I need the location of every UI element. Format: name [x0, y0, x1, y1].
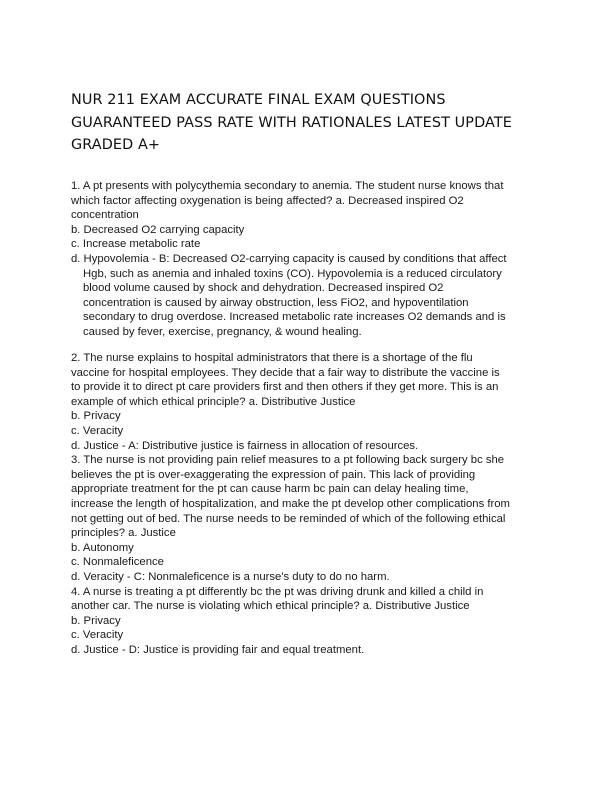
questions-2-4-block	[71, 351, 546, 657]
question-stem-line: concentration	[71, 209, 139, 222]
title-line: NUR 211 EXAM ACCURATE FINAL EXAM QUESTIONS	[71, 92, 446, 108]
answer-option: c. Veracity	[71, 424, 124, 437]
rationale-line: caused by fever, exercise, pregnancy, & wound healing.	[83, 325, 362, 338]
answer-option: c. Increase metabolic rate	[71, 238, 201, 251]
question-stem-line: principles? a. Justice	[71, 527, 176, 540]
question-stem-line: to provide it to direct pt care providers first and then others if they get more. This is an	[71, 381, 499, 394]
question-stem-line: 2. The nurse explains to hospital administrators that there is a shortage of the flu	[71, 352, 473, 364]
title-line: GRADED A+	[71, 137, 161, 153]
question-stem-line: increase the length of hospitalization, and make the pt develop other complications from	[71, 497, 510, 510]
question-stem-line: 3. The nurse is not providing pain relief measures to a pt following back surgery bc she	[71, 454, 505, 467]
question-stem-line: vaccine for hospital employees. They decide that a fair way to distribute the vaccine is	[71, 366, 500, 379]
question-stem-line: 1. A pt presents with polycythemia secondary to anemia. The student nurse knows that	[71, 180, 504, 192]
rationale-line: blood volume caused by shock and dehydration. Decreased inspired O2	[83, 282, 444, 295]
question-1-block	[71, 179, 546, 340]
rationale-line: Hgb, such as anemia and inhaled toxins (CO). Hypovolemia is a reduced circulatory	[83, 267, 502, 280]
answer-option: b. Autonomy	[71, 541, 134, 554]
question-stem-line: another car. The nurse is violating which ethical principle? a. Distributive Justice	[71, 600, 470, 613]
answer-option: b. Privacy	[71, 614, 121, 627]
document-title	[71, 89, 551, 157]
answer-option: c. Nonmaleficence	[71, 556, 164, 569]
answer-option: b. Decreased O2 carrying capacity	[71, 223, 245, 236]
answer-option: d. Justice - A: Distributive justice is fairness in allocation of resources.	[71, 439, 419, 452]
answer-option: d. Justice - D: Justice is providing fair and equal treatment.	[71, 643, 365, 656]
question-stem-line: not getting out of bed. The nurse needs to be reminded of which of the following ethical	[71, 512, 506, 525]
title-line: GUARANTEED PASS RATE WITH RATIONALES LATEST UPDATE	[71, 114, 512, 131]
rationale-line: secondary to drug overdose. Increased metabolic rate increases O2 demands and is	[83, 311, 506, 324]
answer-option: d. Hypovolemia - B: Decreased O2-carrying capacity is caused by conditions that affect	[71, 252, 507, 265]
question-stem-line: which factor affecting oxygenation is being affected? a. Decreased inspired O2	[71, 194, 464, 207]
rationale-line: concentration is caused by airway obstruction, less FiO2, and hypoventilation	[83, 296, 469, 309]
answer-option: b. Privacy	[71, 410, 121, 423]
question-stem-line: appropriate treatment for the pt can cause harm bc pain can delay healing time,	[71, 483, 469, 496]
answer-option: d. Veracity - C: Nonmaleficence is a nurse's duty to do no harm.	[71, 570, 390, 583]
answer-option: c. Veracity	[71, 629, 124, 642]
question-stem-line: 4. A nurse is treating a pt differently bc the pt was driving drunk and killed a child in	[71, 585, 484, 598]
question-stem-line: believes the pt is over-exaggerating the expression of pain. This lack of providing	[71, 468, 476, 481]
question-stem-line: example of which ethical principle? a. Distributive Justice	[71, 395, 356, 408]
